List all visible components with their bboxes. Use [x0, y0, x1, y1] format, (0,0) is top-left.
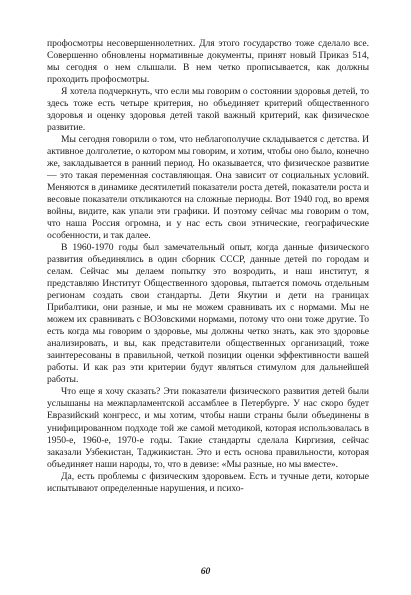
paragraph-2: Я хотела подчеркнуть, что если мы говорим о состоянии здоровья детей, то здесь тоже есть четыре критерия, но объединяет критерий общественного здоровья и оценку здоровья детей такой важный критерий, как физическое развитие.: [47, 86, 369, 134]
paragraph-1: профосмотры несовершеннолетних. Для этого государство тоже сделало все. Совершенно обновлены нормативные документы, принят новый Приказ 514, мы сегодня о нем слышали. В нем четко прописывается, как должны проходить профосмотры.: [47, 38, 369, 86]
page-number: 60: [200, 566, 211, 577]
paragraph-5: Что еще я хочу сказать? Эти показатели физического развития детей были услышаны на межпарламентской ассамблее в Петербурге. У нас скоро будет Евразийский конгресс, и мы хотим, чтобы наши страны были объединены в унифицированном подходе той же самой методикой, которая использовалась в 1950-е, 1960-е, 1970-е годы. Такие стандарты сделала Киргизия, сейчас заказали Узбекистан, Таджикистан. Это и есть основа правильности, которая объединяет наши народы, то, что в девизе: «Мы разные, но мы вместе».: [47, 386, 369, 470]
page-text-block: [47, 38, 369, 558]
paragraph-4: В 1960-1970 годы был замечательный опыт, когда данные физического развития объединялись в один сборник СССР, данные детей по городам и селам. Сейчас мы делаем попытку это возродить, и наш институт, я представляю Институт Общественного здоровья, пытается помочь отдельным регионам создать свои стандарты. Дети Якутии и дети на границах Прибалтики, они разные, и мы не можем сравнивать их с нормами. Мы не можем их сравнивать с ВОЗовскими нормами, потому что они тоже другие. То есть когда мы говорим о здоровье, мы должны четко знать, как это здоровье анализировать, и вы, как представители общественных организаций, тоже заинтересованы в правильной, четкой позиции оценки эффективности вашей работы. И как раз эти критерии будут являться стимулом для дальнейшей работы.: [47, 242, 369, 386]
paragraph-3: Мы сегодня говорили о том, что неблагополучие складывается с детства. И активное долголетие, о котором мы говорим, и хотим, чтобы оно было, конечно же, закладывается в ранний период. Но оказывается, что физическое развитие — это такая переменная составляющая. Она зависит от социальных условий. Меняются в динамике десятилетий показатели роста детей, показатели роста и весовые показатели откликаются на сложные периоды. Вот 1940 год, во время войны, видите, как упали эти графики. И поэтому сейчас мы говорим о том, что наша Россия огромна, и у нас есть свои этнические, географические особенности, и так далее.: [47, 134, 369, 242]
paragraph-6: Да, есть проблемы с физическим здоровьем. Есть и тучные дети, которые испытывают определенные нарушения, и психо-: [47, 470, 369, 494]
